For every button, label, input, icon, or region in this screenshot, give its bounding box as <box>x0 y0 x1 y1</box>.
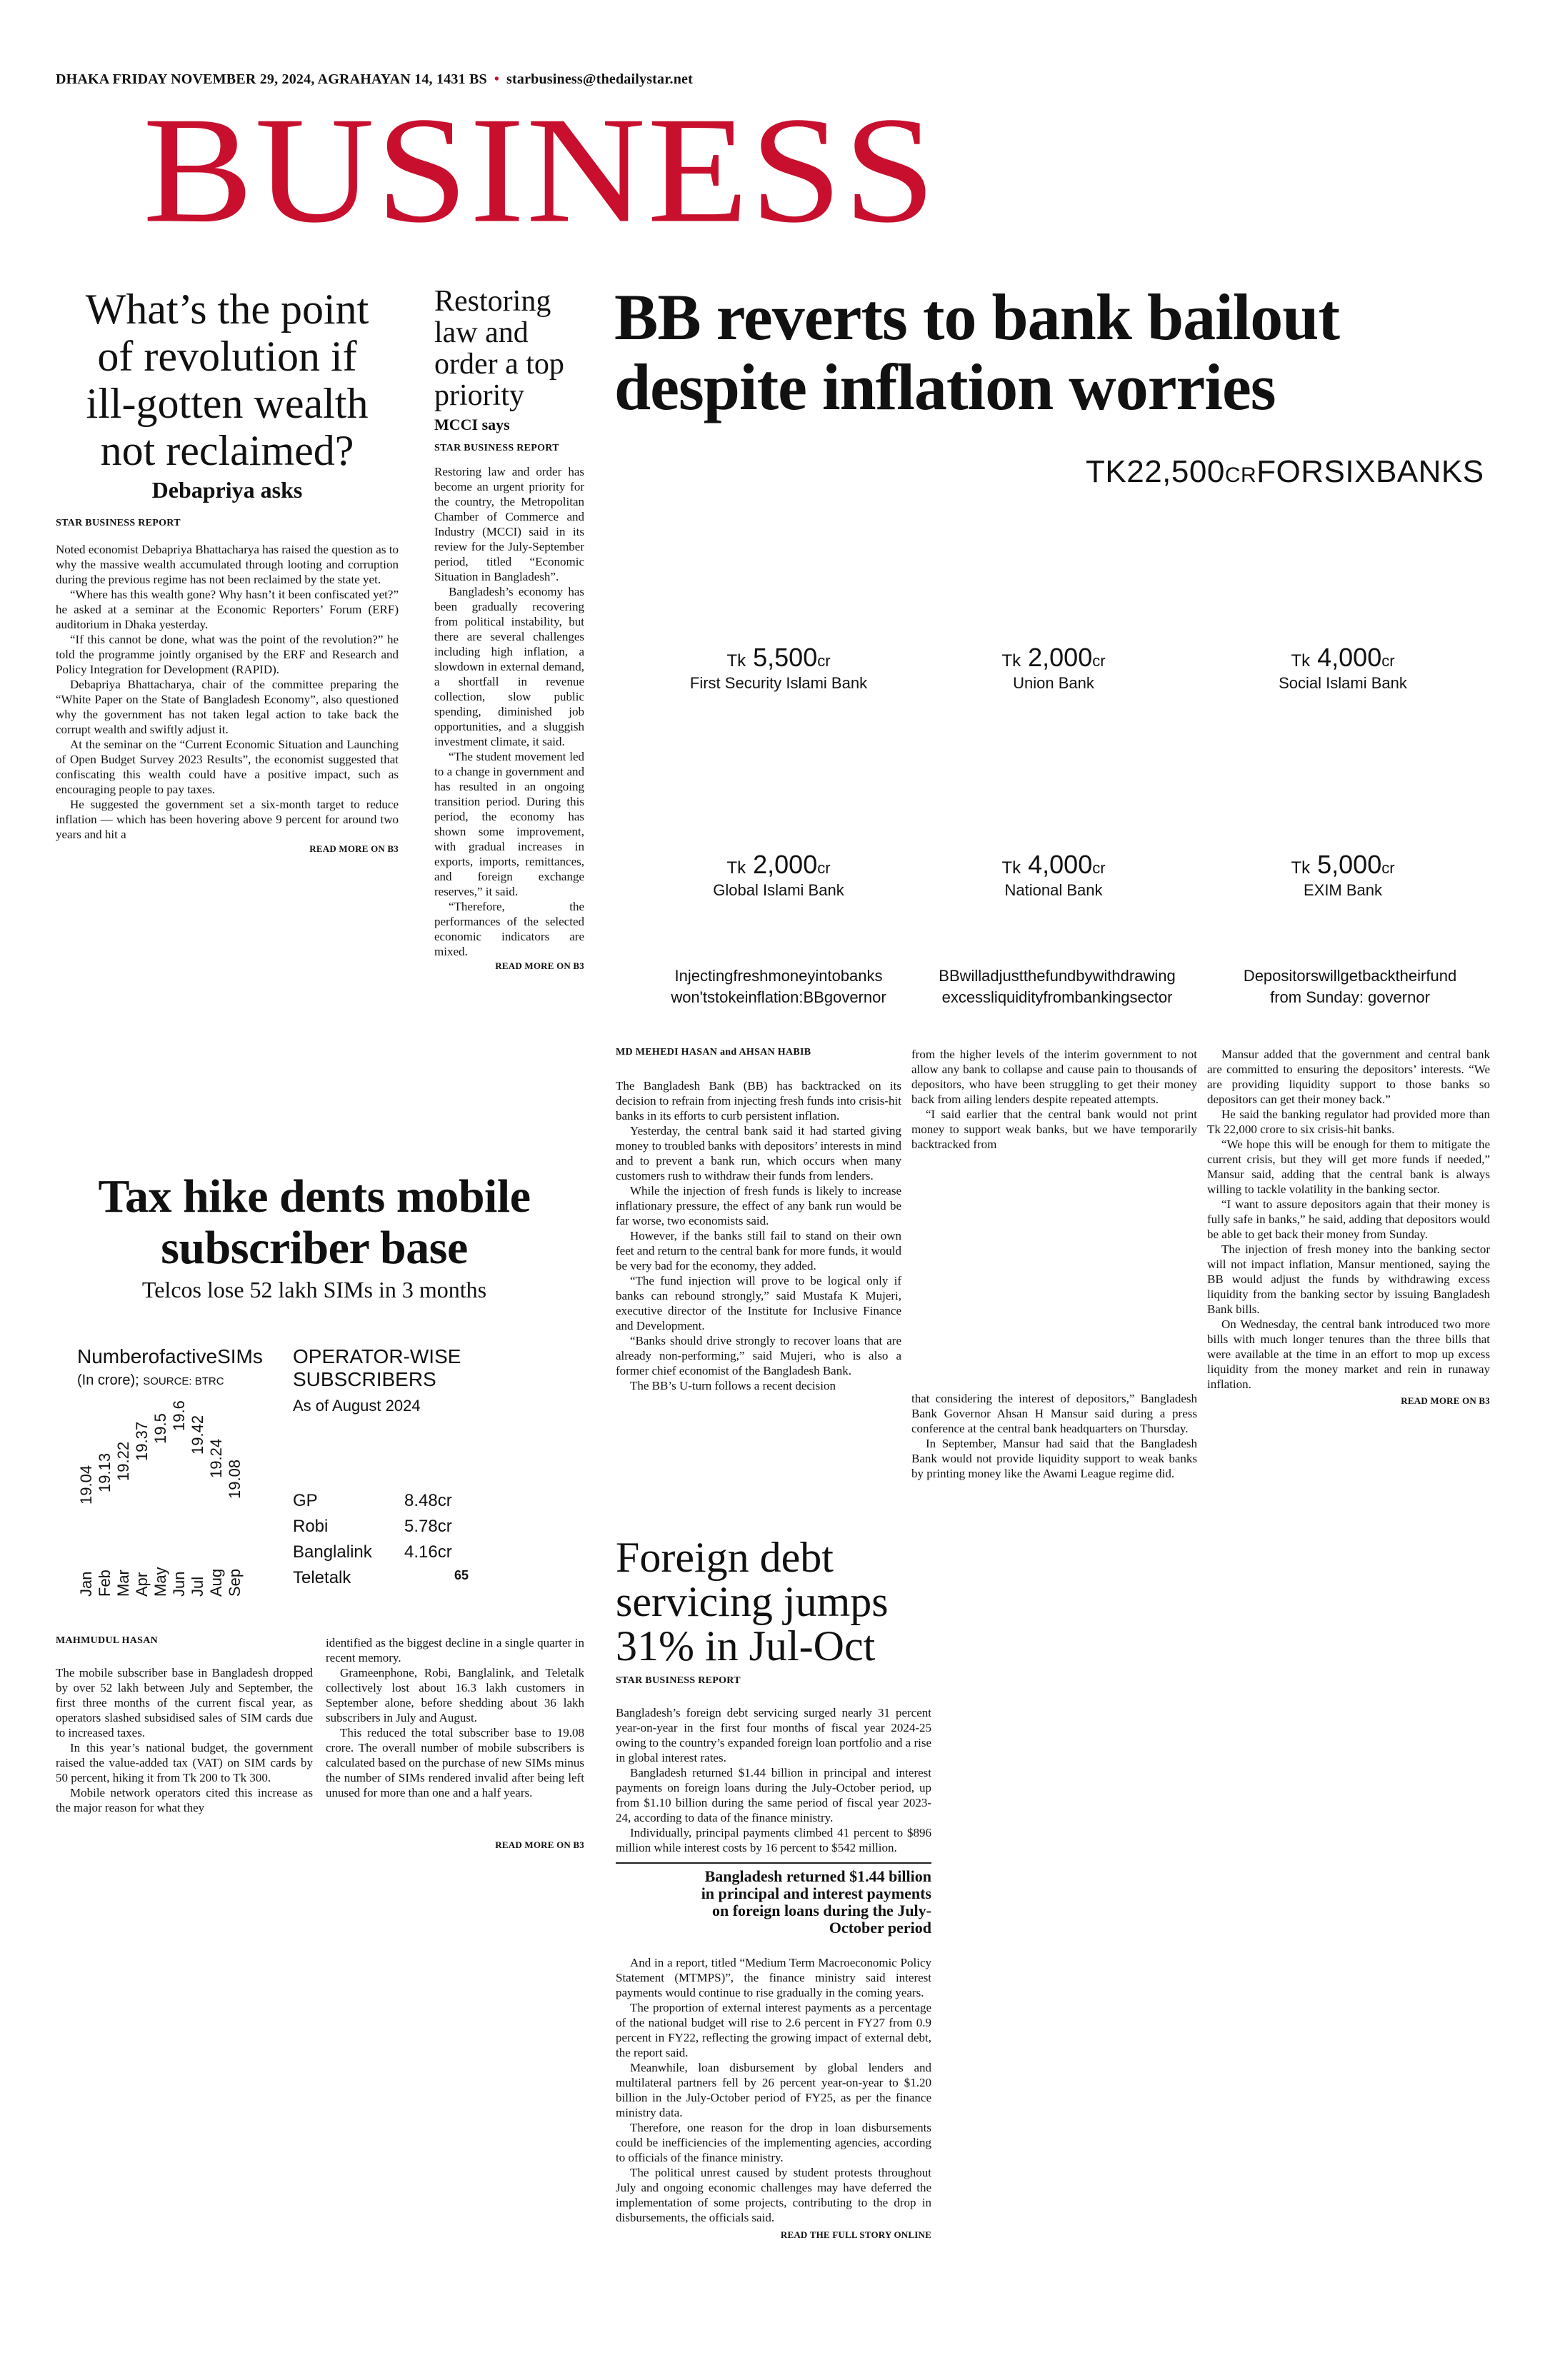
read-more-link[interactable]: READ THE FULL STORY ONLINE <box>780 2229 931 2240</box>
headline-line: Tax hike dents mobile <box>98 1170 531 1222</box>
headline-line: BB reverts to bank bailout <box>614 281 1340 353</box>
sim-value-label: 19.04 <box>77 1465 95 1505</box>
paragraph: “Where has this wealth gone? Why hasn’t it been confiscated yet?” he asked at a seminar at the Economic Reporters’ Forum (ERF) auditorium in Dhaka yesterday. <box>56 588 399 631</box>
paragraph: Bangladesh’s foreign debt servicing surged nearly 31 percent year-on-year in the first four months of fiscal year 2024-25 owing to the country’s expanded foreign loan portfolio and a rise in global interest rates. <box>616 1706 931 1764</box>
currency-label: Tk <box>1001 651 1021 671</box>
paragraph: This reduced the total subscriber base to 19.08 crore. The overall number of mobile subscribers is calculated based on the purchase of new SIMs minus the number of SIMs rendered invalid after being left unused for more than one and a half years. <box>326 1726 584 1799</box>
paragraph: Mobile network operators cited this increase as the major reason for what they <box>56 1786 313 1814</box>
headline <box>43 1171 586 1274</box>
amount-unit: cr <box>1381 652 1395 670</box>
sim-month-label: Aug <box>207 1568 225 1597</box>
paragraph: “The fund injection will prove to be logical only if banks can rebound strongly,” said Mustafa K Mujeri, executive director of the Institute for Inclusive Finance and Development. <box>616 1274 901 1332</box>
read-more-link[interactable]: READ MORE ON B3 <box>309 843 399 854</box>
paragraph: Meanwhile, loan disbursement by global lenders and multilateral partners fell by 26 percent year-on-year to $1.20 billion in the July-October period of FY25, as per the finance ministry data. <box>616 2061 931 2119</box>
operator-name: Teletalk <box>293 1568 351 1587</box>
currency-label: Tk <box>1001 858 1021 878</box>
separator-dot: • <box>494 71 500 87</box>
pull-quote <box>914 965 1200 1008</box>
amount-value: 2,000 <box>753 850 818 879</box>
article-body-top <box>616 1705 931 1855</box>
read-more-link[interactable]: READ MORE ON B3 <box>1401 1395 1490 1406</box>
chart-unit: (In crore); <box>77 1372 139 1388</box>
paragraph: On Wednesday, the central bank introduced two more bills with much longer tenures than the three bills that were available at the time in an effort to mop up excess liquidity from the money market and rein in runaway inflation. <box>1207 1317 1490 1391</box>
bank-name: EXIM Bank <box>1303 881 1383 899</box>
chart-source: SOURCE: BTRC <box>143 1375 224 1387</box>
operator-row <box>293 1491 318 1511</box>
currency-label: Tk <box>726 858 746 878</box>
headline-line: priority <box>434 379 524 412</box>
sim-month-label: Jun <box>170 1571 188 1597</box>
paragraph: In September, Mansur had said that the Bangladesh Bank would not provide liquidity support to weak banks by printing money like the Awami League regime did. <box>911 1437 1197 1480</box>
paragraph: The political unrest caused by student protests throughout July and ongoing economic challenges may have deferred the implementation of some projects, contributing to the drop in disbursements, the officials said. <box>616 2166 931 2224</box>
operator-value: 65 <box>454 1568 469 1582</box>
headline <box>56 286 399 474</box>
paragraph: The proportion of external interest payments as a percentage of the national budget will rise to 2.6 percent in FY27 from 0.9 percent in FY22, reflecting the growing impact of external debt, the report said. <box>616 2001 931 2059</box>
sim-month-label: Mar <box>114 1570 132 1597</box>
paragraph: that considering the interest of depositors,” Bangladesh Bank Governor Ahsan H Mansur said during a press conference at the central bank headquarters on Thursday. <box>911 1392 1197 1435</box>
paragraph: “We hope this will be enough for them to mitigate the current crisis, but they will get more funds if needed,” Mansur said, adding that the central bank is always willing to tackle volatility in the banking sector. <box>1207 1138 1490 1196</box>
bank-amount <box>1214 850 1471 880</box>
paragraph: identified as the biggest decline in a single quarter in recent memory. <box>326 1636 584 1665</box>
graphic-title-text: FORSIXBANKS <box>1256 454 1484 489</box>
quote-line: Injectingfreshmoneyintobanks <box>674 967 883 985</box>
paragraph: Therefore, one reason for the drop in loan disbursements could be inefficiencies of the implementing agencies, according to officials of the finance ministry. <box>616 2121 931 2164</box>
operator-name: Banglalink <box>293 1542 372 1562</box>
operator-title <box>293 1345 461 1391</box>
bank-amount <box>629 643 929 673</box>
pull-quote <box>616 1862 931 1937</box>
currency-label: Tk <box>1291 651 1311 671</box>
quote-line: excessliquidityfrombankingsector <box>941 988 1173 1006</box>
amount-unit: cr <box>817 859 831 877</box>
paragraph: He suggested the government set a six-month target to reduce inflation — which has been hovering above 9 percent for around two years and hit a <box>56 798 399 841</box>
headline-line: law and <box>434 316 529 349</box>
bank-cell <box>629 643 929 693</box>
paragraph: “I said earlier that the central bank would not print money to support weak banks, but we have temporarily backtracked from <box>911 1108 1197 1151</box>
read-more-link[interactable]: READ MORE ON B3 <box>495 960 584 971</box>
sim-month-label: May <box>151 1567 169 1597</box>
pullquote-line: Bangladesh returned $1.44 billion <box>704 1867 931 1885</box>
paragraph: “If this cannot be done, what was the point of the revolution?” he told the programme jointly organised by the ERF and Research and Policy Integration for Development (RAPID). <box>56 633 399 676</box>
sim-value-label: 19.6 <box>170 1400 188 1431</box>
article-body-col-1 <box>616 1078 901 1393</box>
article-body-col-3 <box>1207 1047 1490 1408</box>
paragraph: Noted economist Debapriya Bhattacharya has raised the question as to why the massive wealth accumulated through looting and corruption during the previous regime has not been reclaimed by the state yet. <box>56 543 399 586</box>
operator-name: Robi <box>293 1517 329 1536</box>
sim-value-label: 19.24 <box>207 1438 225 1478</box>
subhead: Telcos lose 52 lakh SIMs in 3 months <box>141 1277 487 1302</box>
operator-title-line: SUBSCRIBERS <box>293 1368 436 1390</box>
operator-asof: As of August 2024 <box>293 1397 421 1415</box>
paragraph: “The student movement led to a change in government and has resulted in an ongoing transition period. During this period, the economy has shown some improvement, with gradual increases in exports, imports, remittances, and foreign exchange reserves,” it said. <box>434 750 584 898</box>
bank-cell <box>1214 850 1471 900</box>
paragraph: Grameenphone, Robi, Banglalink, and Teletalk collectively lost about 16.3 lakh customers in September alone, before shedding about 36 lakh subscribers in July and August. <box>326 1666 584 1724</box>
graphic-title-amount: TK22,500 <box>1086 454 1225 489</box>
article-body <box>56 542 399 842</box>
byline: STAR BUSINESS REPORT <box>434 443 559 453</box>
bailout-graphic-title <box>1086 454 1484 490</box>
amount-value: 5,500 <box>753 643 818 672</box>
headline-line: subscriber base <box>161 1222 468 1274</box>
paragraph: At the seminar on the “Current Economic Situation and Launching of Open Budget Survey 2023 Results”, the economist suggested that confiscating this wealth could have a positive impact, such as encouraging people to pay taxes. <box>56 738 399 796</box>
article-body-col-2 <box>326 1635 584 1800</box>
operator-value: 4.16cr <box>404 1542 452 1562</box>
sim-value-label: 19.08 <box>226 1460 244 1500</box>
article-body-col-2-bottom <box>911 1391 1197 1481</box>
sim-value-label: 19.5 <box>151 1413 169 1445</box>
amount-value: 5,000 <box>1317 850 1382 879</box>
article-body-bottom <box>616 1955 931 2225</box>
paragraph: The injection of fresh money into the banking sector will not impact inflation, Mansur mentioned, saying the BB would adjust the funds by withdrawing excess liquidity from the banking sector by issuing Bangladesh Bank bills. <box>1207 1242 1490 1316</box>
paragraph: Debapriya Bhattacharya, chair of the committee preparing the “White Paper on the State of Bangladesh Economy”, also questioned why the government has not taken legal action to take back the corrupt wealth and swiftly adjust it. <box>56 678 399 736</box>
paragraph: Bangladesh’s economy has been gradually recovering from political instability, but there are several challenges including high inflation, a slowdown in external demand, a shortfall in revenue collection, slow public spending, diminished job opportunities, and a sluggish investment climate, it said. <box>434 585 584 748</box>
paragraph: Individually, principal payments climbed 41 percent to $896 million while interest costs by 16 percent to $542 million. <box>616 1826 931 1854</box>
operator-row <box>293 1517 328 1537</box>
masthead-email[interactable]: starbusiness@thedailystar.net <box>506 71 693 87</box>
sim-value-label: 19.13 <box>96 1453 114 1493</box>
currency-label: Tk <box>1291 858 1311 878</box>
sim-chart <box>71 1400 286 1600</box>
quote-line: Depositorswillgetbacktheirfund <box>1243 967 1457 985</box>
article-body <box>434 464 584 959</box>
bank-name: Social Islami Bank <box>1279 674 1407 692</box>
paragraph: Bangladesh returned $1.44 billion in principal and interest payments on foreign loans during the July-October period, up from $1.10 billion during the same period of fiscal year 2023-24, according to data of the finance ministry. <box>616 1766 931 1824</box>
byline: MAHMUDUL HASAN <box>56 1635 159 1646</box>
article-body-col-1 <box>56 1665 313 1815</box>
bank-name: First Security Islami Bank <box>689 674 868 692</box>
pullquote-line: October period <box>829 1919 931 1937</box>
bank-amount <box>929 850 1179 880</box>
bank-amount <box>629 850 929 880</box>
article-mcci <box>434 286 584 972</box>
subhead: MCCI says <box>434 416 510 433</box>
article-debt <box>616 1535 931 2241</box>
amount-unit: cr <box>1381 859 1395 877</box>
headline-line: ill-gotten wealth <box>86 380 369 427</box>
headline-line: despite inflation worries <box>614 351 1276 423</box>
headline <box>616 1535 931 1668</box>
bank-amount <box>929 643 1179 673</box>
article-tax-headline <box>43 1171 586 1303</box>
headline-line: of revolution if <box>97 333 357 380</box>
sim-month-label: Jul <box>189 1576 206 1597</box>
bank-name: Global Islami Bank <box>713 881 844 899</box>
paragraph: While the injection of fresh funds is likely to increase inflationary pressure, the effect of any bank run would be far worse, two economists said. <box>616 1184 901 1227</box>
sim-month-label: Jan <box>77 1571 95 1597</box>
chart-unit-row <box>77 1372 224 1389</box>
article-wealth <box>56 286 399 855</box>
operator-row <box>293 1568 351 1588</box>
article-body-col-2-top <box>911 1047 1197 1152</box>
quote-line: from Sunday: governor <box>1270 988 1430 1006</box>
sim-month-label: Sep <box>226 1568 244 1597</box>
operator-row <box>293 1542 372 1562</box>
subhead: Debapriya asks <box>151 477 303 503</box>
headline-line: order a top <box>434 348 564 381</box>
sim-month-label: Feb <box>96 1570 114 1597</box>
amount-unit: cr <box>817 652 831 670</box>
paragraph: In this year’s national budget, the government raised the value-added tax (VAT) on SIM cards by 50 percent, hiking it from Tk 200 to Tk 300. <box>56 1741 313 1784</box>
headline-line: Foreign debt <box>616 1534 834 1581</box>
paragraph: “Banks should drive strongly to recover loans that are already non-performing,” said Mujeri, who is also a former chief economist of the Bangladesh Bank. <box>616 1334 901 1377</box>
paragraph: The BB’s U-turn follows a recent decision <box>630 1379 836 1392</box>
operator-value: 8.48cr <box>404 1491 452 1510</box>
bank-cell <box>929 850 1179 900</box>
sim-month-label: Apr <box>133 1572 151 1597</box>
bank-amount <box>1214 643 1471 673</box>
quote-line: won'tstokeinflation:BBgovernor <box>671 988 886 1006</box>
dateline: DHAKA FRIDAY NOVEMBER 29, 2024, AGRAHAYAN 14, 1431 BS <box>56 71 487 87</box>
read-more-link[interactable]: READ MORE ON B3 <box>495 1839 584 1850</box>
paragraph: He said the banking regulator had provided more than Tk 22,000 crore to six crisis-hit banks. <box>1207 1108 1490 1136</box>
paragraph: And in a report, titled “Medium Term Macroeconomic Policy Statement (MTMPS)”, the finance ministry said interest payments would continue to rise gradually in the coming years. <box>616 1956 931 1999</box>
headline <box>434 286 584 411</box>
paragraph: Restoring law and order has become an urgent priority for the country, the Metropolitan Chamber of Commerce and Industry (MCCI) said in its review for the July-September period, titled “Economic Situation in Bangladesh”. <box>434 465 584 583</box>
graphic-title-unit: CR <box>1224 463 1257 487</box>
bank-cell <box>1214 643 1471 693</box>
amount-value: 2,000 <box>1028 643 1093 672</box>
bank-name: Union Bank <box>1013 674 1094 692</box>
amount-unit: cr <box>1092 859 1106 877</box>
paragraph: from the higher levels of the interim government to not allow any bank to collapse and cause pain to thousands of depositors, who have been struggling to get their money back from ailing lenders despite repeated attempts. <box>911 1048 1197 1106</box>
headline-line: not reclaimed? <box>100 427 354 474</box>
section-title: BUSINESS <box>143 86 937 255</box>
paragraph: “I want to assure depositors again that their money is fully safe in banks,” he said, adding that depositors would be able to get back their money from Sunday. <box>1207 1197 1490 1241</box>
sim-value-label: 19.42 <box>189 1415 206 1455</box>
paragraph: The mobile subscriber base in Bangladesh dropped by over 52 lakh between July and September, the first three months of the current fiscal year, as operators slashed subsidised sales of SIM cards due to increased taxes. <box>56 1666 313 1739</box>
paragraph: However, if the banks still fail to stand on their own feet and return to the central bank for more funds, it would be very bad for the economy, they added. <box>616 1229 901 1272</box>
paragraph: “Therefore, the performances of the selected economic indicators are mixed. <box>434 900 584 958</box>
byline: STAR BUSINESS REPORT <box>56 518 181 528</box>
headline <box>614 282 1500 422</box>
amount-value: 4,000 <box>1028 850 1093 879</box>
pullquote-line: on foreign loans during the July- <box>711 1902 931 1919</box>
sim-value-label: 19.22 <box>114 1441 132 1481</box>
amount-unit: cr <box>1092 652 1106 670</box>
sim-value-label: 19.37 <box>133 1422 151 1462</box>
byline: STAR BUSINESS REPORT <box>616 1675 741 1686</box>
headline-line: Restoring <box>434 285 551 318</box>
pull-quote <box>629 965 929 1008</box>
bank-name: National Bank <box>1004 881 1103 899</box>
paragraph: The Bangladesh Bank (BB) has backtracked on its decision to refrain from injecting fresh funds into crisis-hit banks in its efforts to curb persistent inflation. <box>616 1079 901 1123</box>
bank-cell <box>929 643 1179 693</box>
paragraph: Yesterday, the central bank said it had started giving money to troubled banks with depositors’ interests in mind and to prevent a bank run, which occurs when many customers rush to withdraw their funds from lenders. <box>616 1124 901 1183</box>
paragraph: Mansur added that the government and central bank are committed to ensuring the depositors’ interests. “We are providing liquidity support to those banks so depositors can get their money back.” <box>1207 1048 1490 1106</box>
pullquote-line: in principal and interest payments <box>701 1884 931 1902</box>
headline-line: What’s the point <box>85 286 369 333</box>
chart-title: NumberofactiveSIMs <box>77 1345 263 1367</box>
pull-quote <box>1214 965 1486 1008</box>
headline-line: servicing jumps <box>616 1578 889 1625</box>
byline: MD MEHEDI HASAN and AHSAN HABIB <box>616 1047 811 1058</box>
headline-line: 31% in Jul-Oct <box>616 1622 876 1669</box>
article-bailout-headline <box>614 282 1500 422</box>
operator-name: GP <box>293 1491 318 1510</box>
bank-cell <box>629 850 929 900</box>
amount-value: 4,000 <box>1317 643 1382 672</box>
operator-value: 5.78cr <box>404 1517 452 1536</box>
operator-title-line: OPERATOR-WISE <box>293 1345 461 1367</box>
quote-line: BBwilladjustthefundbywithdrawing <box>939 967 1176 985</box>
currency-label: Tk <box>726 651 746 671</box>
